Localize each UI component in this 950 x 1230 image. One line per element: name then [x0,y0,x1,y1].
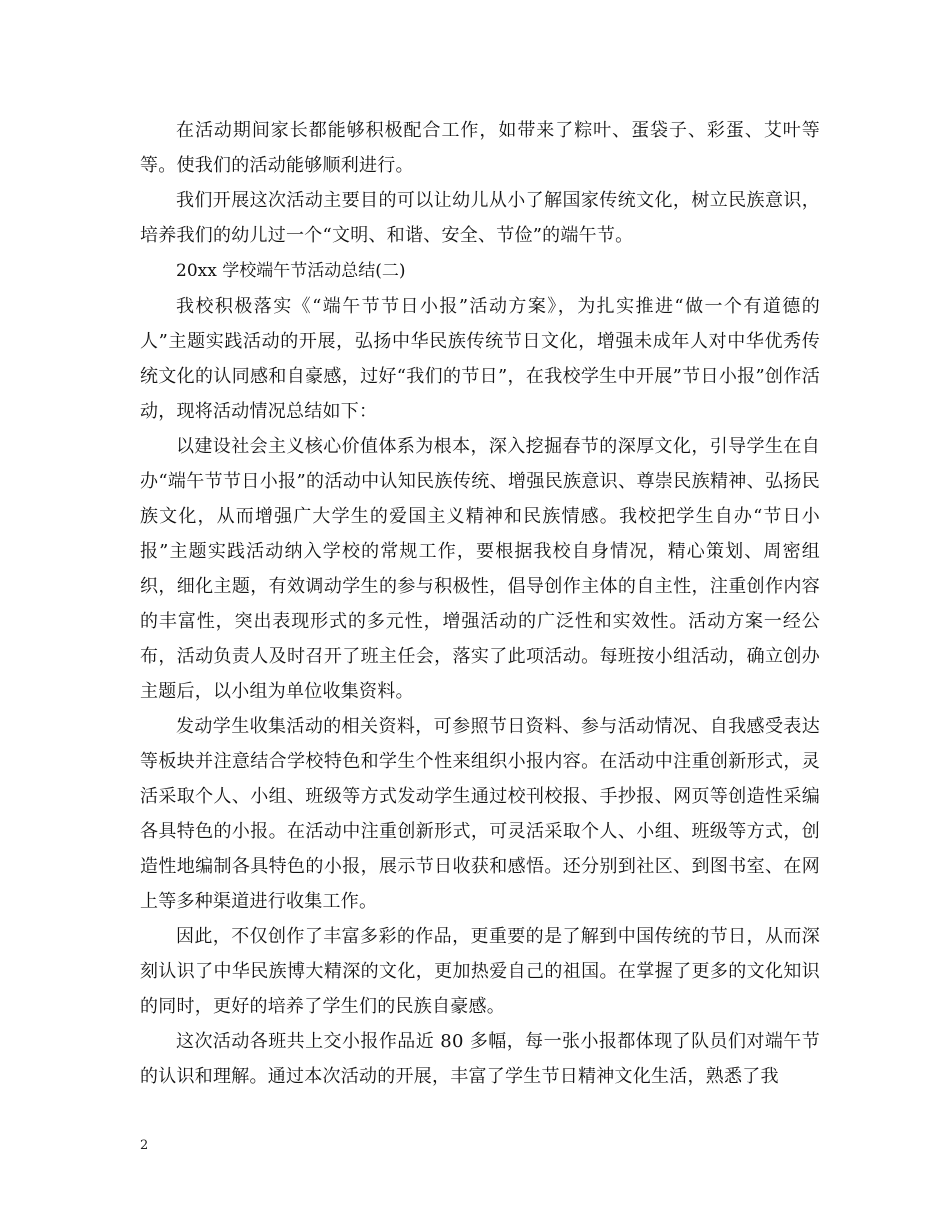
paragraph-activity-purpose: 我们开展这次活动主要目的可以让幼儿从小了解国家传统文化，树立民族意识，培养我们的幼儿过一个“文明、和谐、安全、节俭”的端午节。 [140,190,820,246]
paragraph-outcome: 因此，不仅创作了丰富多彩的作品，更重要的是了解到中国传统的节日，从而深刻认识了中华民族博大精深的文化，更加热爱自己的祖国。在掌握了更多的文化知识的同时，更好的培养了学生们的民族自豪感。 [140,926,820,1017]
paragraph-intro: 我校积极落实《“端午节节日小报”活动方案》，为扎实推进“做一个有道德的人”主题实践活动的开展，弘扬中华民族传统节日文化，增强未成年人对中华优秀传统文化的认同感和自豪感，过好“我们的节日”，在我校学生中开展”节日小报”创作活动，现将活动情况总结如下： [140,296,820,422]
paragraph-collection: 发动学生收集活动的相关资料，可参照节日资料、参与活动情况、自我感受表达等板块并注意结合学校特色和学生个性来组织小报内容。在活动中注重创新形式，灵活采取个人、小组、班级等方式发动学生通过校刊校报、手抄报、网页等创造性采编各具特色的小报。在活动中注重创新形式，可灵活采取个人、小组、班级等方式，创造性地编制各具特色的小报，展示节日收获和感悟。还分别到社区、到图书室、在网上等多种渠道进行收集工作。 [140,716,820,912]
paragraph-foundation: 以建设社会主义核心价值体系为根本，深入挖掘春节的深厚文化，引导学生在自办“端午节节日小报”的活动中认知民族传统、增强民族意识、尊崇民族精神、弘扬民族文化，从而增强广大学生的爱国主义精神和民族情感。我校把学生自办“节日小报”主题实践活动纳入学校的常规工作，要根据我校自身情况，精心策划、周密组织，细化主题，有效调动学生的参与积极性，倡导创作主体的自主性，注重创作内容的丰富性，突出表现形式的多元性，增强活动的广泛性和实效性。活动方案一经公布，活动负责人及时召开了班主任会，落实了此项活动。每班按小组活动，确立创办主题后，以小组为单位收集资料。 [140,436,820,702]
page-number: 2 [140,1138,149,1153]
section-title: 20xx 学校端午节活动总结(二) [176,261,406,281]
paragraph-parent-cooperation: 在活动期间家长都能够积极配合工作，如带来了粽叶、蛋袋子、彩蛋、艾叶等等。使我们的活动能够顺利进行。 [140,120,820,176]
page-body [140,113,820,1094]
paragraph-submission: 这次活动各班共上交小报作品近 80 多幅，每一张小报都体现了队员们对端午节的认识和理解。通过本次活动的开展，丰富了学生节日精神文化生活，熟悉了我 [140,1031,820,1087]
